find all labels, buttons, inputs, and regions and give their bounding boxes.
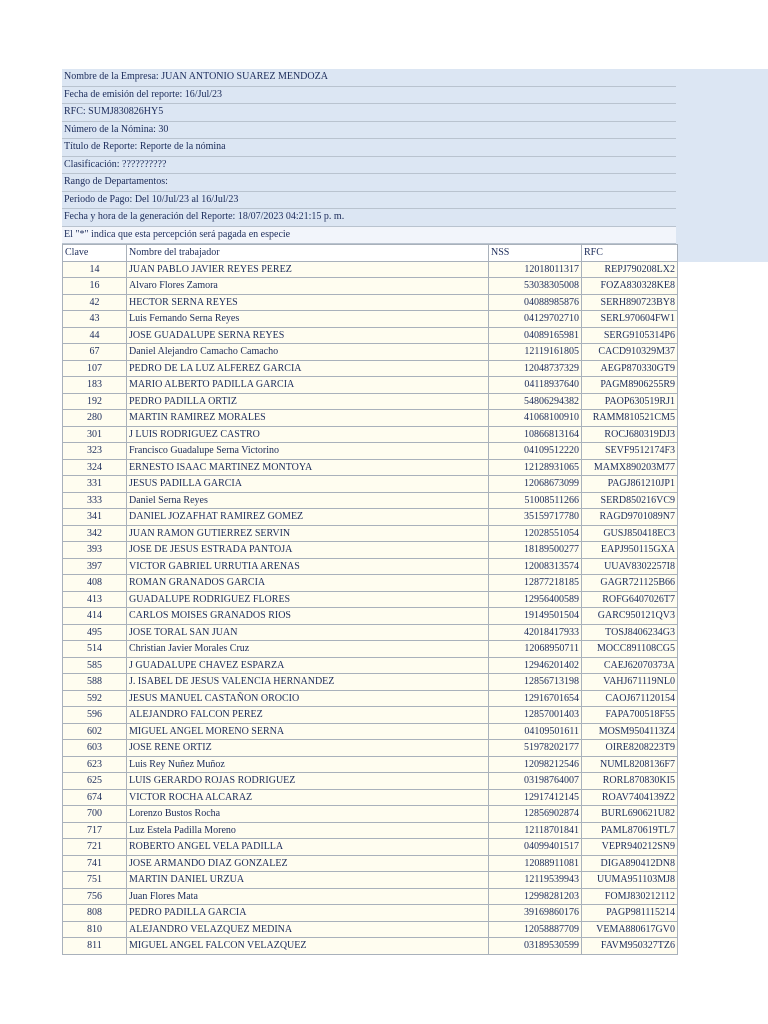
header-line: Número de la Nómina: 30 [62, 122, 676, 140]
cell-rfc: AEGP870330GT9 [582, 360, 678, 377]
table-row [63, 410, 678, 427]
cell-nss: 12098212546 [489, 756, 582, 773]
cell-nss: 42018417933 [489, 624, 582, 641]
table-row [63, 327, 678, 344]
cell-nombre: JOSE GUADALUPE SERNA REYES [127, 327, 489, 344]
cell-rfc: SERG9105314P6 [582, 327, 678, 344]
cell-clave: 602 [63, 723, 127, 740]
cell-nombre: Juan Flores Mata [127, 888, 489, 905]
table-row [63, 294, 678, 311]
cell-clave: 592 [63, 690, 127, 707]
cell-nombre: Daniel Serna Reyes [127, 492, 489, 509]
cell-clave: 721 [63, 839, 127, 856]
cell-nss: 51978202177 [489, 740, 582, 757]
cell-rfc: ROFG6407026T7 [582, 591, 678, 608]
cell-clave: 183 [63, 377, 127, 394]
cell-nombre: ROBERTO ANGEL VELA PADILLA [127, 839, 489, 856]
cell-rfc: MAMX890203M77 [582, 459, 678, 476]
table-row [63, 822, 678, 839]
cell-rfc: VEPR940212SN9 [582, 839, 678, 856]
table-row [63, 360, 678, 377]
cell-rfc: RAGD9701089N7 [582, 509, 678, 526]
cell-nss: 12877218185 [489, 575, 582, 592]
cell-nombre: CARLOS MOISES GRANADOS RIOS [127, 608, 489, 625]
cell-rfc: CACD910329M37 [582, 344, 678, 361]
cell-rfc: VEMA880617GV0 [582, 921, 678, 938]
cell-nss: 19149501504 [489, 608, 582, 625]
header-line: Clasificación: ?????????? [62, 157, 676, 175]
header-line: Rango de Departamentos: [62, 174, 676, 192]
cell-nss: 12128931065 [489, 459, 582, 476]
cell-nombre: Christian Javier Morales Cruz [127, 641, 489, 658]
cell-nombre: JOSE RENE ORTIZ [127, 740, 489, 757]
cell-nss: 12956400589 [489, 591, 582, 608]
cell-nombre: GUADALUPE RODRIGUEZ FLORES [127, 591, 489, 608]
cell-rfc: FOMJ830212112 [582, 888, 678, 905]
table-row [63, 938, 678, 955]
cell-rfc: SERL970604FW1 [582, 311, 678, 328]
cell-rfc: FAPA700518F55 [582, 707, 678, 724]
cell-nss: 04088985876 [489, 294, 582, 311]
cell-clave: 42 [63, 294, 127, 311]
cell-rfc: SERH890723BY8 [582, 294, 678, 311]
cell-nss: 12028551054 [489, 525, 582, 542]
cell-nss: 12008313574 [489, 558, 582, 575]
cell-clave: 393 [63, 542, 127, 559]
cell-nss: 12946201402 [489, 657, 582, 674]
cell-nss: 03198764007 [489, 773, 582, 790]
header-line: Fecha de emisión del reporte: 16/Jul/23 [62, 87, 676, 105]
table-row [63, 789, 678, 806]
table-row [63, 476, 678, 493]
cell-nombre: Luz Estela Padilla Moreno [127, 822, 489, 839]
cell-clave: 414 [63, 608, 127, 625]
cell-rfc: GUSJ850418EC3 [582, 525, 678, 542]
cell-nss: 12998281203 [489, 888, 582, 905]
employee-table [62, 244, 678, 955]
cell-clave: 413 [63, 591, 127, 608]
table-row [63, 624, 678, 641]
cell-clave: 67 [63, 344, 127, 361]
cell-nombre: MIGUEL ANGEL FALCON VELAZQUEZ [127, 938, 489, 955]
cell-clave: 397 [63, 558, 127, 575]
table-row [63, 558, 678, 575]
cell-nss: 12856713198 [489, 674, 582, 691]
cell-clave: 810 [63, 921, 127, 938]
cell-nombre: JOSE TORAL SAN JUAN [127, 624, 489, 641]
table-row [63, 311, 678, 328]
cell-nss: 10866813164 [489, 426, 582, 443]
cell-nombre: ERNESTO ISAAC MARTINEZ MONTOYA [127, 459, 489, 476]
cell-nombre: VICTOR GABRIEL URRUTIA ARENAS [127, 558, 489, 575]
cell-nombre: J. ISABEL DE JESUS VALENCIA HERNANDEZ [127, 674, 489, 691]
table-row [63, 344, 678, 361]
column-header-clave: Clave [63, 245, 127, 262]
cell-rfc: ROCJ680319DJ3 [582, 426, 678, 443]
cell-nss: 04109501611 [489, 723, 582, 740]
cell-clave: 756 [63, 888, 127, 905]
column-header-nss: NSS [489, 245, 582, 262]
cell-nss: 04129702710 [489, 311, 582, 328]
table-row [63, 426, 678, 443]
cell-nombre: MARIO ALBERTO PADILLA GARCIA [127, 377, 489, 394]
cell-nombre: LUIS GERARDO ROJAS RODRIGUEZ [127, 773, 489, 790]
cell-nss: 04109512220 [489, 443, 582, 460]
table-row [63, 872, 678, 889]
cell-nombre: VICTOR ROCHA ALCARAZ [127, 789, 489, 806]
cell-nombre: JESUS MANUEL CASTAÑON OROCIO [127, 690, 489, 707]
table-row [63, 278, 678, 295]
cell-nombre: HECTOR SERNA REYES [127, 294, 489, 311]
cell-nss: 12068673099 [489, 476, 582, 493]
cell-nombre: DANIEL JOZAFHAT RAMIREZ GOMEZ [127, 509, 489, 526]
table-row [63, 509, 678, 526]
cell-rfc: PAML870619TL7 [582, 822, 678, 839]
table-row [63, 575, 678, 592]
table-row [63, 806, 678, 823]
column-header-nombre: Nombre del trabajador [127, 245, 489, 262]
cell-nss: 03189530599 [489, 938, 582, 955]
cell-clave: 741 [63, 855, 127, 872]
header-line: Periodo de Pago: Del 10/Jul/23 al 16/Jul/23 [62, 192, 676, 210]
table-row [63, 591, 678, 608]
cell-clave: 192 [63, 393, 127, 410]
cell-clave: 16 [63, 278, 127, 295]
cell-nss: 12856902874 [489, 806, 582, 823]
cell-rfc: GAGR721125B66 [582, 575, 678, 592]
cell-nombre: Luis Rey Nuñez Muñoz [127, 756, 489, 773]
cell-rfc: PAGP981115214 [582, 905, 678, 922]
cell-rfc: REPJ790208LX2 [582, 261, 678, 278]
cell-nss: 35159717780 [489, 509, 582, 526]
cell-nombre: J LUIS RODRIGUEZ CASTRO [127, 426, 489, 443]
table-row [63, 921, 678, 938]
table-row [63, 657, 678, 674]
cell-clave: 717 [63, 822, 127, 839]
table-row [63, 525, 678, 542]
table-row [63, 905, 678, 922]
cell-nss: 12058887709 [489, 921, 582, 938]
cell-rfc: FAVM950327TZ6 [582, 938, 678, 955]
cell-nss: 51008511266 [489, 492, 582, 509]
cell-nombre: MARTIN RAMIREZ MORALES [127, 410, 489, 427]
cell-nombre: Luis Fernando Serna Reyes [127, 311, 489, 328]
cell-clave: 585 [63, 657, 127, 674]
table-row [63, 707, 678, 724]
table-row [63, 393, 678, 410]
cell-clave: 674 [63, 789, 127, 806]
cell-rfc: ROAV7404139Z2 [582, 789, 678, 806]
cell-nss: 12018011317 [489, 261, 582, 278]
cell-rfc: RORL870830KI5 [582, 773, 678, 790]
cell-clave: 341 [63, 509, 127, 526]
table-row [63, 492, 678, 509]
cell-clave: 495 [63, 624, 127, 641]
cell-rfc: DIGA890412DN8 [582, 855, 678, 872]
cell-clave: 324 [63, 459, 127, 476]
cell-clave: 808 [63, 905, 127, 922]
table-row [63, 723, 678, 740]
cell-clave: 408 [63, 575, 127, 592]
cell-clave: 107 [63, 360, 127, 377]
cell-nombre: MIGUEL ANGEL MORENO SERNA [127, 723, 489, 740]
table-row [63, 542, 678, 559]
cell-rfc: SEVF9512174F3 [582, 443, 678, 460]
cell-rfc: SERD850216VC9 [582, 492, 678, 509]
cell-nombre: ALEJANDRO VELAZQUEZ MEDINA [127, 921, 489, 938]
cell-nombre: Lorenzo Bustos Rocha [127, 806, 489, 823]
cell-clave: 301 [63, 426, 127, 443]
table-row [63, 773, 678, 790]
cell-clave: 588 [63, 674, 127, 691]
cell-clave: 44 [63, 327, 127, 344]
cell-clave: 623 [63, 756, 127, 773]
table-row [63, 459, 678, 476]
cell-nss: 53038305008 [489, 278, 582, 295]
table-row [63, 608, 678, 625]
cell-nss: 12118701841 [489, 822, 582, 839]
cell-rfc: CAEJ62070373A [582, 657, 678, 674]
cell-nombre: Alvaro Flores Zamora [127, 278, 489, 295]
report-header [62, 69, 676, 244]
cell-clave: 14 [63, 261, 127, 278]
cell-rfc: RAMM810521CM5 [582, 410, 678, 427]
cell-clave: 603 [63, 740, 127, 757]
cell-nss: 39169860176 [489, 905, 582, 922]
table-row [63, 888, 678, 905]
cell-rfc: UUMA951103MJ8 [582, 872, 678, 889]
cell-clave: 700 [63, 806, 127, 823]
cell-rfc: MOSM9504113Z4 [582, 723, 678, 740]
cell-nombre: JUAN PABLO JAVIER REYES PEREZ [127, 261, 489, 278]
cell-nss: 12857001403 [489, 707, 582, 724]
cell-rfc: TOSJ8406234G3 [582, 624, 678, 641]
cell-rfc: GARC950121QV3 [582, 608, 678, 625]
cell-nss: 12916701654 [489, 690, 582, 707]
cell-clave: 333 [63, 492, 127, 509]
table-row [63, 261, 678, 278]
table-row [63, 377, 678, 394]
payroll-report [62, 69, 676, 955]
header-line: Título de Reporte: Reporte de la nómina [62, 139, 676, 157]
cell-nombre: JOSE ARMANDO DIAZ GONZALEZ [127, 855, 489, 872]
cell-nombre: JOSE DE JESUS ESTRADA PANTOJA [127, 542, 489, 559]
cell-rfc: EAPJ950115GXA [582, 542, 678, 559]
cell-rfc: VAHJ671119NL0 [582, 674, 678, 691]
cell-clave: 342 [63, 525, 127, 542]
table-row [63, 740, 678, 757]
cell-nombre: ALEJANDRO FALCON PEREZ [127, 707, 489, 724]
cell-nss: 04089165981 [489, 327, 582, 344]
cell-nss: 12048737329 [489, 360, 582, 377]
cell-clave: 331 [63, 476, 127, 493]
cell-nss: 04099401517 [489, 839, 582, 856]
table-row [63, 839, 678, 856]
table-header-row [63, 245, 678, 262]
cell-nombre: PEDRO PADILLA GARCIA [127, 905, 489, 922]
cell-nombre: J GUADALUPE CHAVEZ ESPARZA [127, 657, 489, 674]
cell-clave: 43 [63, 311, 127, 328]
header-line: El "*" indica que esta percepción será pagada en especie [62, 227, 676, 245]
cell-nombre: JUAN RAMON GUTIERREZ SERVIN [127, 525, 489, 542]
cell-nss: 12917412145 [489, 789, 582, 806]
cell-nss: 12119539943 [489, 872, 582, 889]
header-line: RFC: SUMJ830826HY5 [62, 104, 676, 122]
cell-nss: 18189500277 [489, 542, 582, 559]
side-panel [676, 69, 768, 262]
cell-rfc: NUML8208136F7 [582, 756, 678, 773]
cell-clave: 323 [63, 443, 127, 460]
cell-clave: 751 [63, 872, 127, 889]
cell-nombre: Francisco Guadalupe Serna Victorino [127, 443, 489, 460]
cell-nombre: ROMAN GRANADOS GARCIA [127, 575, 489, 592]
cell-clave: 625 [63, 773, 127, 790]
cell-nombre: PEDRO PADILLA ORTIZ [127, 393, 489, 410]
cell-nss: 12119161805 [489, 344, 582, 361]
cell-nombre: Daniel Alejandro Camacho Camacho [127, 344, 489, 361]
cell-rfc: BURL690621U82 [582, 806, 678, 823]
cell-clave: 514 [63, 641, 127, 658]
cell-rfc: PAGJ861210JP1 [582, 476, 678, 493]
cell-nombre: JESUS PADILLA GARCIA [127, 476, 489, 493]
cell-rfc: PAGM8906255R9 [582, 377, 678, 394]
cell-clave: 280 [63, 410, 127, 427]
cell-rfc: FOZA830328KE8 [582, 278, 678, 295]
header-line: Nombre de la Empresa: JUAN ANTONIO SUAREZ MENDOZA [62, 69, 676, 87]
header-line: Fecha y hora de la generación del Reporte: 18/07/2023 04:21:15 p. m. [62, 209, 676, 227]
table-row [63, 690, 678, 707]
table-row [63, 855, 678, 872]
cell-nss: 04118937640 [489, 377, 582, 394]
cell-rfc: OIRE8208223T9 [582, 740, 678, 757]
table-row [63, 443, 678, 460]
cell-nss: 12088911081 [489, 855, 582, 872]
cell-clave: 596 [63, 707, 127, 724]
cell-nombre: MARTIN DANIEL URZUA [127, 872, 489, 889]
table-row [63, 641, 678, 658]
cell-clave: 811 [63, 938, 127, 955]
cell-nss: 41068100910 [489, 410, 582, 427]
cell-nombre: PEDRO DE LA LUZ ALFEREZ GARCIA [127, 360, 489, 377]
table-row [63, 674, 678, 691]
column-header-rfc: RFC [582, 245, 678, 262]
cell-rfc: MOCC891108CG5 [582, 641, 678, 658]
cell-rfc: PAOP630519RJ1 [582, 393, 678, 410]
cell-nss: 54806294382 [489, 393, 582, 410]
cell-rfc: CAOJ671120154 [582, 690, 678, 707]
cell-nss: 12068950711 [489, 641, 582, 658]
table-row [63, 756, 678, 773]
cell-rfc: UUAV8302257I8 [582, 558, 678, 575]
